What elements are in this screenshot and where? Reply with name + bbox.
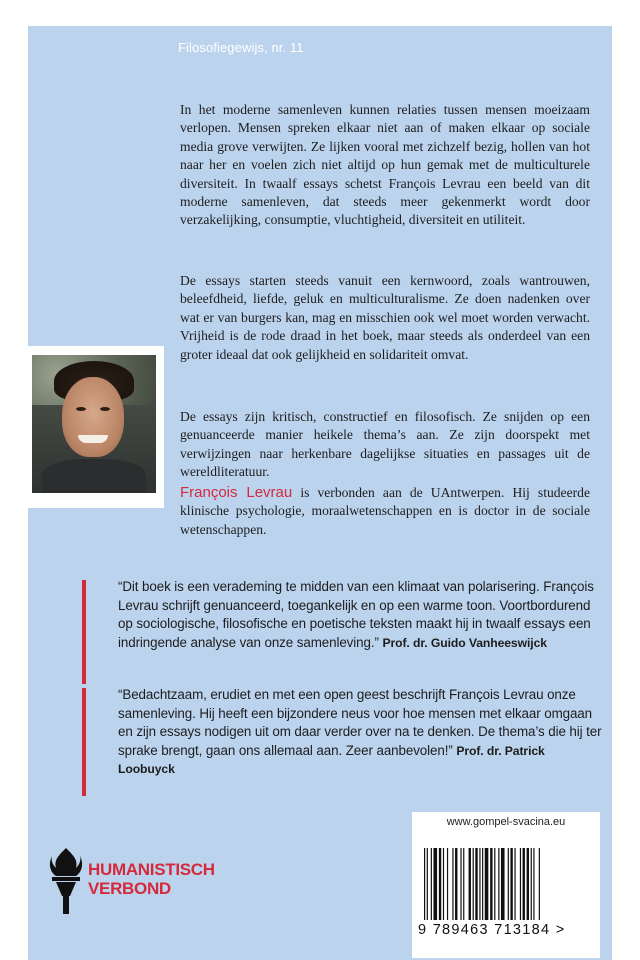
author-bio-text: is verbonden aan de UAntwerpen. Hij studeerde klinische psychologie, moraalwetenschappen en is doctor in de sociale wetenschappen. [180, 485, 590, 537]
blurb-paragraph-3: De essays zijn kritisch, constructief en filosofisch. Ze snijden op een genuanceerde manier heikele thema’s aan. Ze zijn doorspekt met verwijzingen naar herkenbare dagelijkse situaties en passages uit de wereldliteratuur. [180, 409, 590, 480]
quote-accent-bar [82, 688, 86, 796]
quote-text: “Dit boek is een verademing te midden van een klimaat van polarisering. François Levrau schrijft genuanceerd, toegankelijk en op een warme toon. Voortbordurend op sociologische, filosofische en poetische teksten maakt hij in twaalf essays een indringende analyse van onze samenleving.” [118, 579, 594, 650]
publisher-url: www.gompel-svacina.eu [446, 816, 566, 828]
author-bio [180, 484, 590, 539]
logo-line-1: HUMANISTISCH [88, 860, 215, 879]
author-name: François Levrau [180, 484, 293, 501]
review-quote-1 [82, 578, 612, 652]
book-back-cover [28, 26, 612, 960]
blurb-paragraph-2: De essays starten steeds vanuit een kernwoord, zoals wantrouwen, beleefdheid, liefde, geluk en multiculturalisme. Ze doen nadenken over wat er van burgers kan, mag en misschien ook wel moet worden verwacht. Vrijheid is de rode draad in het boek, maar steeds als onderdeel van een groter ideaal dat ook gelijkheid en solidariteit omvat. [180, 273, 590, 362]
quote-text: “Bedachtzaam, erudiet en met een open geest beschrijft François Levrau onze samenleving. Hij heeft een bijzondere neus voor hoe mensen met elkaar omgaan en zijn essays nodigen uit om daar verder over na te denken. De thema’s die hij ter sprake brengt, gaan ons allemaal aan. Zeer aanbevolen!” [118, 687, 602, 758]
barcode-panel [412, 812, 600, 958]
logo-line-2: VERBOND [88, 879, 171, 898]
quote-accent-bar [82, 580, 86, 684]
review-quote-2 [82, 686, 612, 779]
author-photo-frame [28, 346, 164, 508]
isbn-number: 9 789463 713184 > [418, 922, 566, 938]
quote-author: Prof. dr. Guido Vanheeswijck [382, 635, 547, 650]
barcode-icon [424, 848, 588, 920]
series-label: Filosofiegewijs, nr. 11 [178, 40, 304, 55]
publisher-logo [48, 846, 238, 916]
blurb-paragraph-1: In het moderne samenleven kunnen relaties tussen mensen moeizaam verlopen. Mensen spreken elkaar niet aan of maken elkaar op sociale media grove verwijten. Ze lijken vooral met zichzelf bezig, hollen van hot naar her en voelen zich niet altijd op hun gemak met de multiculturele diversiteit. In twaalf essays schetst François Levrau een beeld van dit moderne samenleven, dat steeds meer gekenmerkt wordt door verzakelijking, consumptie, vluchtigheid, diversiteit en utiliteit. [180, 102, 590, 228]
quote-author: Prof. dr. Patrick Loobuyck [118, 743, 545, 777]
torch-icon [48, 846, 84, 916]
author-photo [32, 355, 156, 493]
